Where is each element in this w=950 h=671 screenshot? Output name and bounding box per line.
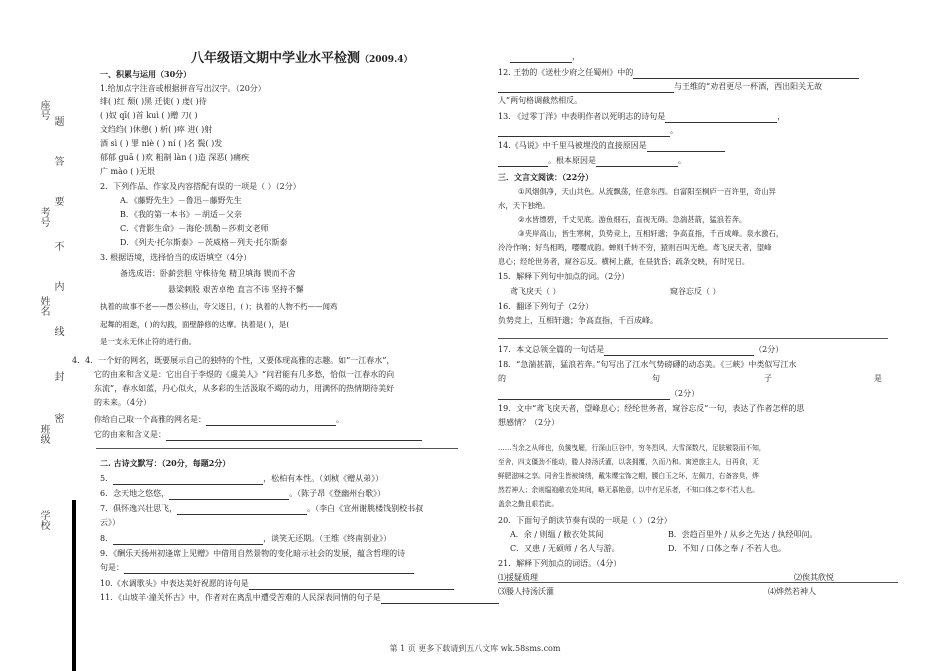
q3-prompt: 3. 根据语境，选择恰当的成语填空（4分） — [100, 253, 252, 262]
page-title: 八年级语文期中学业水平检测（2009.4） — [191, 51, 413, 66]
school-label: 学校 — [38, 510, 49, 530]
passage2-line: 至舍，四支僵劲不能动，媵人持汤沃灌，以衾拥覆，久而乃和。寓逆旅主人，日再食，无 — [498, 458, 759, 466]
q20-option: B．尝趋百里外 / 从乡之先达 / 执经叩问。 — [668, 530, 818, 539]
passage2-line: 然若神人；余则缊袍敝衣处其间，略无慕艳意，以中有足乐者，不知口体之奉不若人也。 — [498, 486, 759, 494]
answer-line[interactable] — [381, 594, 499, 604]
seal-char: 密 — [52, 413, 63, 423]
section-2-heading: 二. 古诗文默写：（20分，每题2分） — [100, 458, 231, 468]
q16-sentence: 负势竞上，互相轩邈；争高直指，千百成峰。 — [498, 316, 658, 325]
q3-text: 执着的故事不老——愚公移山，夸父逐日，( )；执着的人物不朽——闻鸡 — [100, 302, 338, 311]
q2-option: C．《背影生命》－海伦·凯勒－莎莉文老师 — [120, 224, 269, 233]
answer-line[interactable] — [510, 53, 572, 63]
passage2-line: 鲜肥滋味之享。同舍生皆被绮绣，戴朱缨宝饰之帽，腰白玉之环，左佩刀，右备容臭，烨 — [498, 472, 759, 480]
q2-option: A．《藤野先生》－鲁迅－藤野先生 — [120, 196, 242, 205]
q15-item: 鸢飞戾天（ ） — [510, 287, 561, 296]
q3-idioms: 备选成语：卧薪尝胆 守株待兔 精卫填海 锲而不舍 — [120, 269, 296, 278]
q1-row: 绯( )红 颓( )黑 迁徙( ) 虔( )待 — [100, 97, 207, 106]
q4-text: 的未来。（4分） — [94, 398, 152, 407]
q1-row: 广 mào ( )无垠 — [100, 167, 156, 176]
answer-line[interactable] — [647, 142, 725, 152]
class-label: 班级 — [38, 424, 49, 444]
q20-option: D．不知 / 口体之奉 / 不若人也。 — [668, 544, 786, 553]
page-footer: 第 1 页 更多下载请到五八文库 wk.58sms.com — [389, 644, 561, 653]
seal-char: 内 — [52, 281, 63, 291]
q4-meaning: 它的由来和含义是： — [94, 428, 422, 441]
q20-prompt: 20．下面句子朗读节奏有误的一项是（ ）（2分） — [498, 516, 672, 525]
exam-no-label: 考号 — [38, 207, 49, 227]
answer-line[interactable] — [498, 582, 898, 583]
q2-option: D．《列夫·托尔斯泰》－茨威格－列夫·托尔斯泰 — [120, 238, 288, 247]
seal-char: 答 — [52, 156, 63, 166]
q11-continuation: ， — [510, 50, 580, 63]
answer-line[interactable] — [498, 338, 888, 339]
q12-text: 12. 王勃的《送杜少府之任蜀州》中的 — [498, 66, 859, 79]
answer-line[interactable] — [665, 113, 777, 123]
poem-q7: 7．俱怀逸兴壮思飞， 。（李白《宣州谢朓楼饯别校书叔 — [100, 504, 424, 513]
q3-text: 起舞的祖逖，( )的勾践，面壁静修的达摩。执着是( )，是( — [100, 320, 290, 329]
answer-line[interactable] — [96, 448, 458, 449]
section-3-heading: 三．文言文阅读：（22分） — [498, 172, 594, 182]
q2-prompt: 2．下列作品、作家及内容搭配有误的一项是（ ）（2分） — [100, 182, 301, 191]
q4-netname: 你给自己取一个高雅的网名是： 。 — [94, 415, 344, 424]
answer-line[interactable] — [604, 346, 754, 356]
seal-char: 不 — [52, 241, 63, 251]
answer-line[interactable] — [113, 535, 263, 545]
q4-text: 东流”，春水如蓝，丹心似火，从多彩的生活汲取不竭的动力，用满怀的热情期待美好 — [94, 384, 395, 393]
q18-text: 是 — [874, 374, 882, 383]
passage-line: 息心；经纶世务者，窥谷忘反。横柯上蔽，在昼犹昏；疏条交映，有时见日。 — [498, 257, 750, 266]
q19-text: 想感情？（2分） — [498, 418, 560, 427]
q3-idioms: 悬梁刺股 艰苦卓绝 直言不讳 坚持不懈 — [168, 285, 304, 294]
passage-line: ③夹岸高山，皆生寒树，负势竞上，互相轩邈；争高直指，千百成峰。泉水激石， — [518, 229, 784, 238]
q4-text: 它的由来和含义是：它出自于李煜的《虞美人》“问君能有几多愁，恰似一江春水的向 — [94, 370, 395, 379]
q14-cont: 。根本原因是 。 — [498, 154, 686, 167]
section-1-heading: 一、积累与运用（30分） — [100, 69, 192, 79]
answer-line[interactable] — [498, 157, 548, 167]
answer-line[interactable] — [206, 416, 336, 426]
q4-text: 4．4．一个好的网名，既要展示自己的独特的个性，又要体现高雅的志趣。如“一江春水”， — [72, 356, 395, 365]
passage-line: ②水皆缥碧，千丈见底。游鱼细石，直视无碍。急湍甚箭，猛浪若奔。 — [518, 215, 747, 224]
q12-text: 与王维的“劝君更尽一杯酒，西出阳关无故 — [498, 80, 822, 93]
answer-line[interactable] — [633, 69, 859, 79]
answer-line[interactable] — [498, 390, 670, 400]
q3-text: 是一支永无休止符的进行曲。 — [100, 337, 197, 346]
passage-line: ①风烟俱净，天山共色。从流飘荡，任意东西。自富阳至桐庐一百许里，奇山异 — [518, 187, 776, 196]
q12-text: 人”两句格调截然相反。 — [498, 96, 583, 105]
passage-line: 泠泠作响；好鸟相鸣，嘤嘤成韵。蝉则千转不穷，猿则百叫无绝。鸢飞戾天者，望峰 — [498, 243, 772, 252]
q21-prompt: 21．解释下列加点的词语。（4分） — [498, 559, 622, 568]
poem-q9: 9．《酬乐天扬州初逢席上见赠》中借用自然景物的变化暗示社会的发展，蕴含哲理的诗 — [100, 549, 406, 558]
poem-q8: 8． ，谈笑无还期。（王维《终南别业》） — [100, 534, 392, 543]
answer-line[interactable] — [596, 157, 678, 167]
seal-char: 封 — [52, 371, 63, 381]
answer-line[interactable] — [498, 127, 670, 137]
q1-prompt: 1.给加点字注音或根据拼音写出汉字。（20分） — [100, 84, 266, 93]
passage-line: 水，天下独绝。 — [498, 201, 550, 210]
answer-line[interactable] — [169, 490, 289, 500]
q14-text: 14.《马说》中千里马被埋没的直接原因是 — [498, 139, 725, 152]
q1-row: 酒 sì ( ) 罪 niè ( ) ní ( )名 鬓( )发 — [100, 139, 223, 148]
q15-prompt: 15．解释下列句中加点的词。（2分） — [498, 272, 630, 281]
q15-item: 窥谷忘反（ ） — [670, 287, 721, 296]
q13-cont: 。 — [498, 124, 678, 137]
poem-q11: 11．《山坡羊·潼关怀古》中，作者对在离乱中遭受苦难的人民深表同情的句子是 — [100, 591, 499, 604]
answer-line[interactable] — [177, 505, 307, 515]
q18-text: 句 — [652, 374, 660, 383]
q16-prompt: 16．翻译下列句子（2分） — [498, 302, 594, 311]
answer-line[interactable] — [498, 83, 674, 93]
seal-char: 要 — [52, 196, 63, 206]
seal-char: 题 — [52, 116, 63, 126]
q17-text: 17．本文总领全篇的一句话是 （2分） — [498, 345, 784, 354]
q19-text: 19．文中“鸢飞戾天者，望峰息心；经纶世务者，窥谷忘反”一句，表达了作者怎样的思 — [498, 404, 805, 413]
answer-line[interactable] — [249, 580, 454, 590]
q20-option: C．又患 / 无硕师 / 名人与游。 — [510, 544, 620, 553]
answer-line[interactable] — [113, 475, 263, 485]
q2-option: B．《我的第一本书》－胡适－父亲 — [120, 210, 242, 219]
q1-row: 郁郁 guā ( )欢 粗制 làn ( )造 深恶( )痛疾 — [100, 153, 250, 162]
q18-text: 18．“急湍甚箭，猛浪若奔。”句写出了江水气势磅礴的动态美。《三峡》中类似写江水 — [498, 360, 797, 369]
q21-item: ⑵俟其欣悦 — [794, 573, 834, 582]
q1-row: 文绉绉( )休憩( ) 析( )瘁 进( )射 — [100, 125, 213, 134]
q21-item: ⑶媵人持汤沃灌 — [498, 587, 554, 596]
seat-label: 座号 — [38, 100, 49, 120]
poem-q10: 10.《水调歌头》中表达美好祝愿的诗句是 — [100, 577, 454, 590]
q18-answer: （2分） — [498, 387, 699, 400]
answer-line[interactable] — [124, 564, 414, 574]
passage2-line: ……当余之从师也，负箧曳屣，行深山巨谷中，穷冬烈风，大雪深数尺，足肤皲裂而不知， — [498, 444, 766, 452]
q13-text: 13. 《过零丁洋》中表明作者以死明志的诗句是 ， — [498, 112, 786, 121]
q21-item: ⑴援疑质理 — [498, 573, 538, 582]
seal-char: 线 — [52, 326, 63, 336]
name-label: 姓名 — [38, 296, 49, 316]
poem-q5: 5． ，松柏有本性。（刘桢《赠从弟》） — [100, 474, 384, 483]
q1-row: ( )奴 qī( )首 kuì ( )赠 ⼑( ) — [100, 111, 198, 120]
poem-q9-answer: 句是： — [100, 561, 414, 574]
q18-text: 的 — [498, 374, 506, 383]
passage2-line: 盖余之勤且艰若此。 — [498, 500, 559, 508]
q18-text: 子 — [764, 374, 772, 383]
answer-line[interactable] — [166, 431, 422, 441]
q21-item: ⑷烨然若神人 — [768, 587, 816, 596]
poem-q6: 6．念天地之悠悠， 。（陈子昂《登幽州台歌》） — [100, 489, 386, 498]
q20-option: A．余 / 则缊 / 敝衣处其间 — [510, 530, 604, 539]
poem-q7-cont: 云》） — [100, 518, 120, 527]
